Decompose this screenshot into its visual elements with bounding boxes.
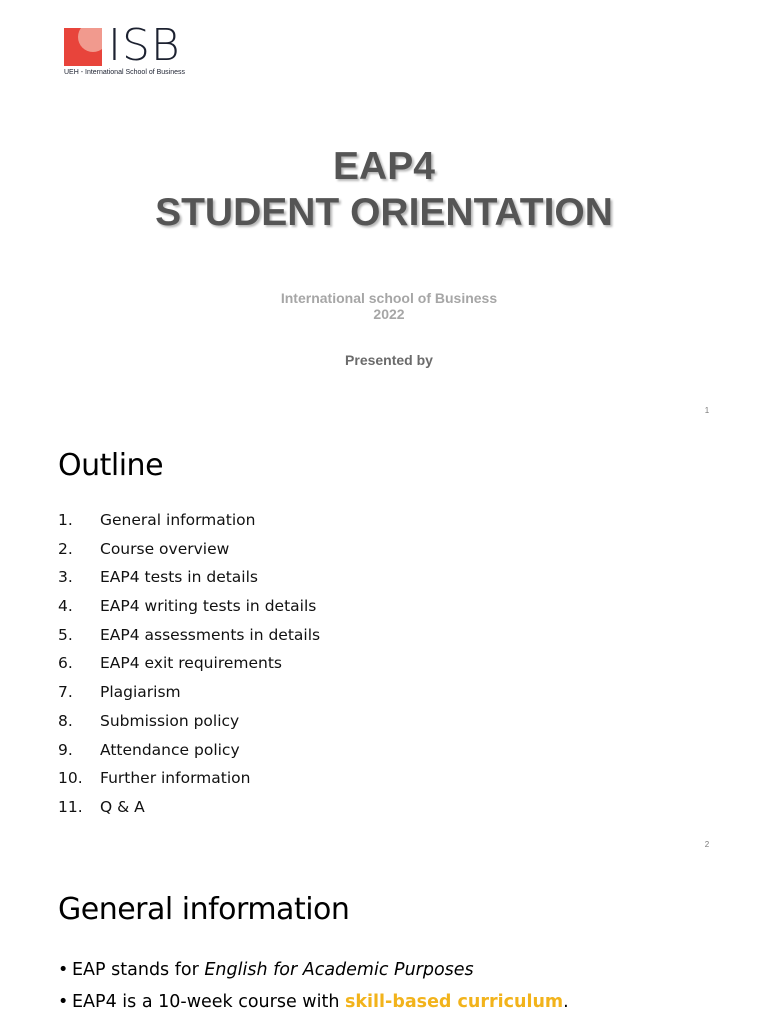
item-number: 2. bbox=[58, 539, 73, 558]
item-number: 9. bbox=[58, 740, 73, 759]
general-info-slide bbox=[0, 864, 768, 1024]
slide-subtitle bbox=[0, 290, 768, 322]
outline-slide bbox=[0, 432, 768, 864]
list-item bbox=[58, 596, 320, 625]
logo-text: ISB bbox=[108, 20, 181, 71]
bullet-list bbox=[58, 958, 569, 1022]
general-info-heading: General information bbox=[58, 892, 350, 927]
logo-subtitle: UEH - International School of Business bbox=[64, 69, 186, 76]
list-item bbox=[58, 797, 320, 826]
item-label: EAP4 writing tests in details bbox=[100, 597, 317, 616]
item-number: 1. bbox=[58, 511, 73, 529]
bullet-highlight: skill-based curriculum bbox=[345, 992, 564, 1012]
title-line-2: STUDENT ORIENTATION bbox=[155, 191, 613, 234]
list-item bbox=[58, 768, 320, 797]
item-label: General information bbox=[100, 511, 256, 529]
bullet-suffix: . bbox=[563, 992, 569, 1012]
item-label: Plagiarism bbox=[100, 683, 181, 702]
list-item bbox=[58, 653, 320, 682]
bullet-item bbox=[58, 958, 569, 990]
list-item bbox=[58, 510, 320, 539]
item-label: Attendance policy bbox=[100, 740, 240, 759]
bullet-text: EAP stands for bbox=[72, 960, 205, 980]
title-slide bbox=[0, 0, 768, 432]
bullet-marker: • bbox=[58, 992, 69, 1012]
slide-title bbox=[0, 144, 768, 236]
outline-heading: Outline bbox=[58, 448, 164, 483]
item-number: 10. bbox=[58, 769, 83, 788]
item-number: 11. bbox=[58, 797, 83, 816]
item-label: Further information bbox=[100, 769, 251, 788]
item-number: 7. bbox=[58, 683, 73, 702]
list-item bbox=[58, 740, 320, 769]
list-item bbox=[58, 539, 320, 568]
list-item bbox=[58, 567, 320, 596]
item-label: EAP4 exit requirements bbox=[100, 654, 282, 673]
item-number: 6. bbox=[58, 654, 73, 673]
item-label: EAP4 tests in details bbox=[100, 568, 258, 587]
subtitle-line-1: International school of Business bbox=[280, 290, 498, 306]
item-label: Course overview bbox=[100, 539, 230, 558]
logo-mark-icon bbox=[64, 28, 102, 66]
title-line-1: EAP4 bbox=[333, 145, 435, 188]
bullet-text: EAP4 is a 10-week course with bbox=[72, 992, 345, 1012]
item-label: Q & A bbox=[100, 797, 145, 816]
list-item bbox=[58, 711, 320, 740]
list-item bbox=[58, 682, 320, 711]
isb-logo bbox=[64, 20, 204, 78]
page-number-1: 1 bbox=[704, 406, 710, 415]
list-item bbox=[58, 625, 320, 654]
bullet-marker: • bbox=[58, 960, 69, 980]
item-label: EAP4 assessments in details bbox=[100, 625, 321, 644]
bullet-item bbox=[58, 990, 569, 1022]
item-label: Submission policy bbox=[100, 711, 240, 730]
outline-list bbox=[58, 510, 320, 826]
item-number: 8. bbox=[58, 711, 73, 730]
item-number: 3. bbox=[58, 568, 73, 587]
item-number: 4. bbox=[58, 597, 73, 616]
bullet-emphasis: English for Academic Purposes bbox=[204, 960, 474, 980]
presented-by: Presented by bbox=[345, 352, 433, 368]
page-number-2: 2 bbox=[704, 840, 710, 849]
item-number: 5. bbox=[58, 625, 73, 644]
subtitle-line-2: 2022 bbox=[373, 306, 405, 322]
